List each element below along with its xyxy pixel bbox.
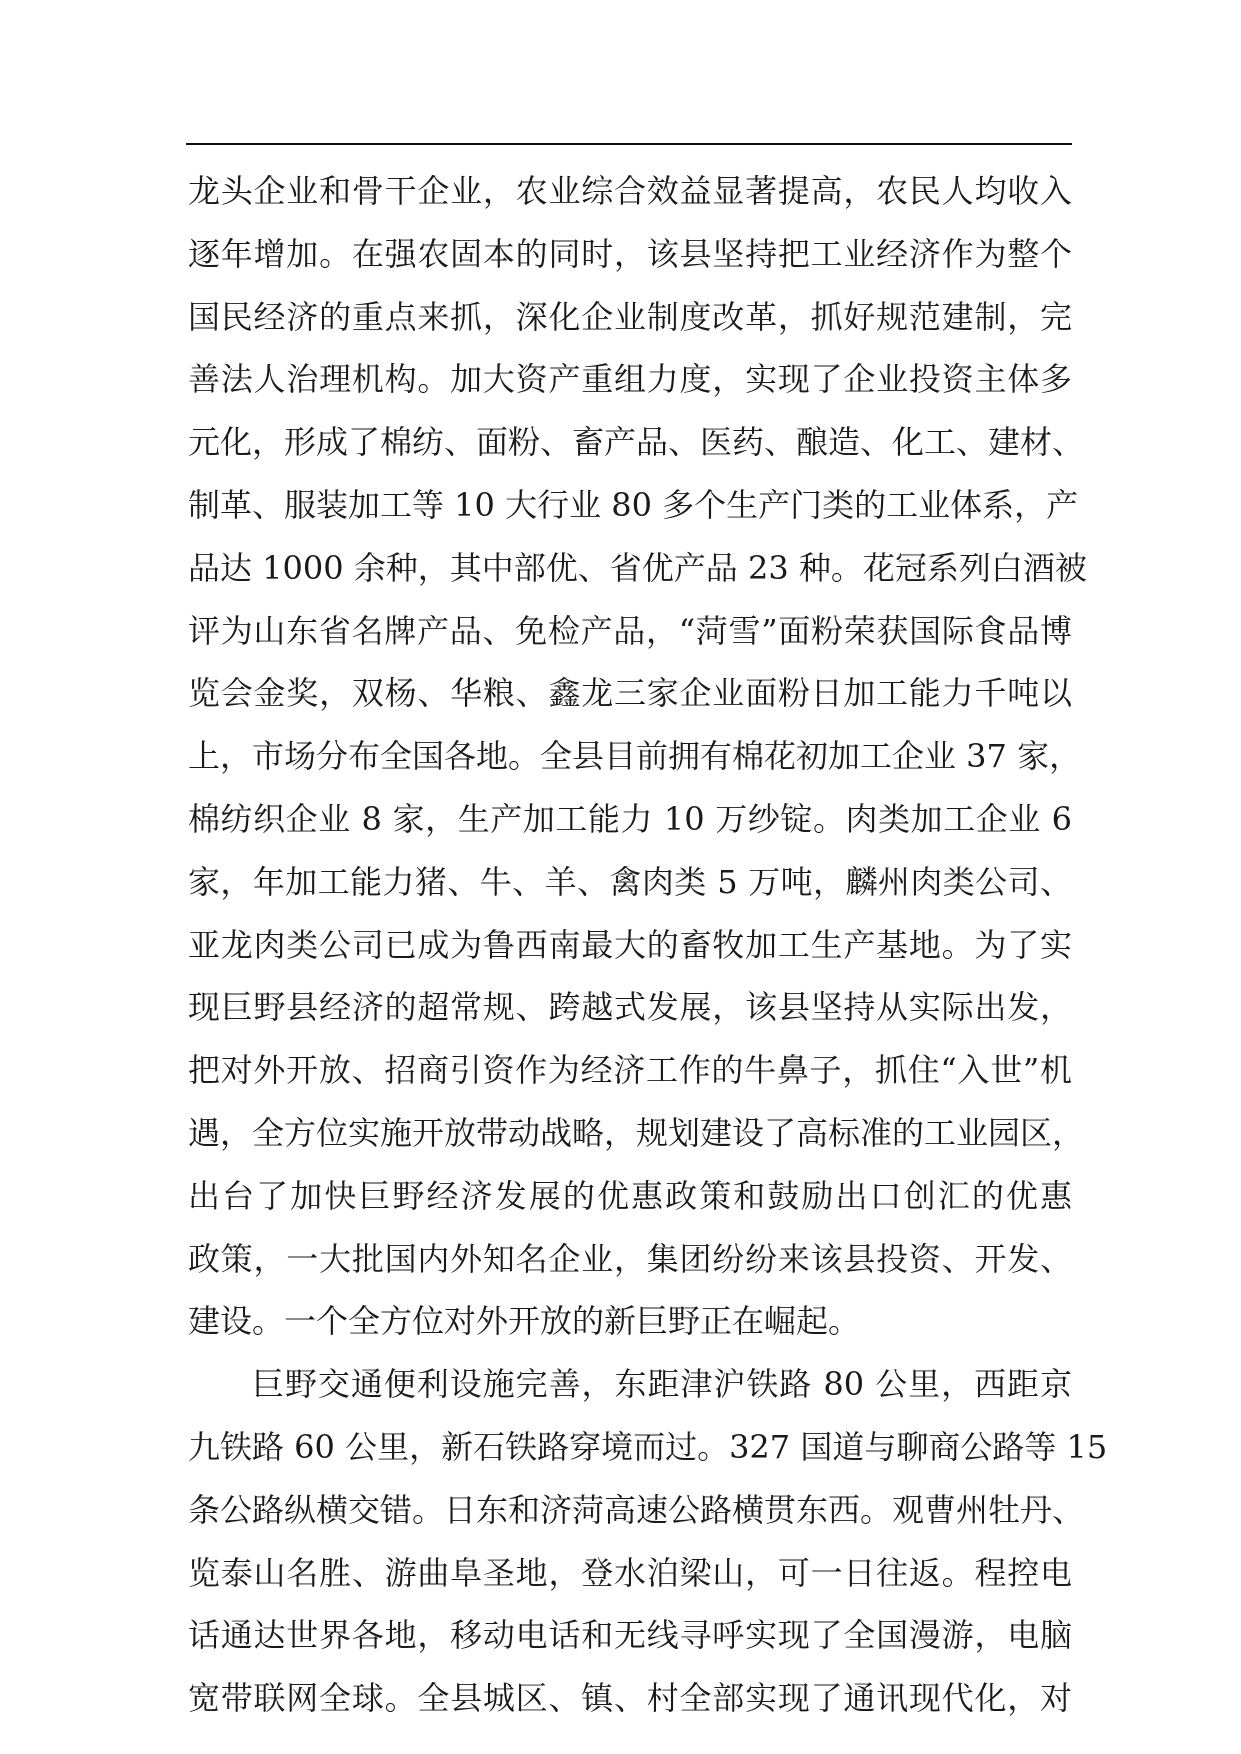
text-line: 亚龙肉类公司已成为鲁西南最大的畜牧加工生产基地。为了实 xyxy=(188,925,1072,964)
text-line: 遇，全方位实施开放带动战略，规划建设了高标准的工业园区， xyxy=(188,1113,1085,1152)
header-rule xyxy=(186,143,1072,145)
text-line: 条公路纵横交错。日东和济菏高速公路横贯东西。观曹州牡丹、 xyxy=(188,1490,1085,1529)
text-line: 出台了加快巨野经济发展的优惠政策和鼓励出口创汇的优惠 xyxy=(188,1176,1072,1215)
text-line: 国民经济的重点来抓，深化企业制度改革，抓好规范建制，完 xyxy=(188,297,1072,336)
text-line: 善法人治理机构。加大资产重组力度，实现了企业投资主体多 xyxy=(188,360,1072,399)
text-line: 政策，一大批国内外知名企业，集团纷纷来该县投资、开发、 xyxy=(188,1239,1072,1278)
text-line: 览泰山名胜、游曲阜圣地，登水泊梁山，可一日往返。程控电 xyxy=(188,1553,1072,1592)
text-line: 评为山东省名牌产品、免检产品，“菏雪”面粉荣获国际食品博 xyxy=(188,611,1072,650)
text-line: 话通达世界各地，移动电话和无线寻呼实现了全国漫游，电脑 xyxy=(188,1616,1072,1655)
body-text xyxy=(188,160,1108,1730)
paragraph-first-line: 巨野交通便利设施完善，东距津沪铁路 80 公里，西距京 xyxy=(252,1365,1072,1404)
text-line: 宽带联网全球。全县城区、镇、村全部实现了通讯现代化，对 xyxy=(188,1679,1072,1718)
text-line: 览会金奖，双杨、华粮、鑫龙三家企业面粉日加工能力千吨以 xyxy=(188,674,1072,713)
text-line: 现巨野县经济的超常规、跨越式发展，该县坚持从实际出发， xyxy=(188,988,1072,1027)
text-line: 制革、服装加工等 10 大行业 80 多个生产门类的工业体系，产 xyxy=(188,485,1079,524)
text-line: 家，年加工能力猪、牛、羊、禽肉类 5 万吨，麟州肉类公司、 xyxy=(188,862,1072,901)
text-line: 建设。一个全方位对外开放的新巨野正在崛起。 xyxy=(188,1302,861,1341)
text-line: 逐年增加。在强农固本的同时，该县坚持把工业经济作为整个 xyxy=(188,234,1072,273)
text-line: 上，市场分布全国各地。全县目前拥有棉花初加工企业 37 家， xyxy=(188,737,1082,776)
text-line: 品达 1000 余种，其中部优、省优产品 23 种。花冠系列白酒被 xyxy=(188,548,1087,587)
text-line: 九铁路 60 公里，新石铁路穿境而过。327 国道与聊商公路等 15 xyxy=(188,1427,1108,1466)
text-line: 把对外开放、招商引资作为经济工作的牛鼻子，抓住“入世”机 xyxy=(188,1051,1072,1090)
text-line: 棉纺织企业 8 家，生产加工能力 10 万纱锭。肉类加工企业 6 xyxy=(188,799,1072,838)
text-line: 龙头企业和骨干企业，农业综合效益显著提高，农民人均收入 xyxy=(188,172,1072,210)
text-line: 元化，形成了棉纺、面粉、畜产品、医药、酿造、化工、建材、 xyxy=(188,423,1085,462)
